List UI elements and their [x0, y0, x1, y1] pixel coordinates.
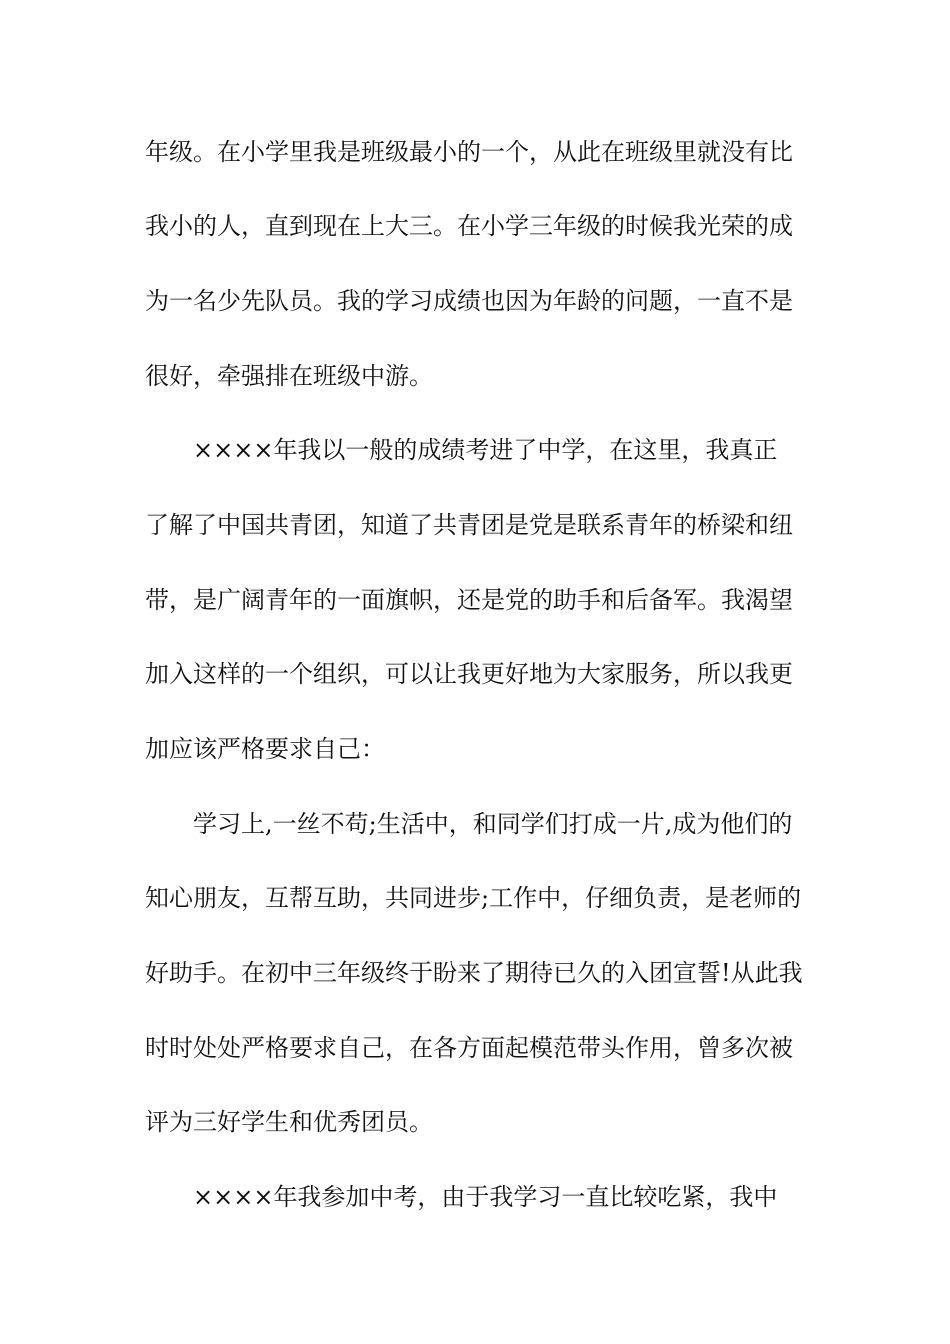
paragraph-first-line: 学习上,一丝不苟;生活中，和同学们打成一片,成为他们的 [193, 810, 793, 838]
text-line: 知心朋友，互帮互助，共同进步;工作中，仔细负责，是老师的 [145, 884, 802, 912]
text-line: 时时处处严格要求自己，在各方面起模范带头作用，曾多次被 [145, 1034, 793, 1062]
text-line: 加入这样的一个组织，可以让我更好地为大家服务，所以我更 [145, 660, 793, 688]
paragraph-first-line: ××××年我以一般的成绩考进了中学，在这里，我真正 [193, 436, 778, 464]
text-line: 很好，牵强排在班级中游。 [145, 362, 433, 390]
text-line: 我小的人，直到现在上大三。在小学三年级的时候我光荣的成 [145, 212, 793, 240]
paragraph-first-line: ××××年我参加中考，由于我学习一直比较吃紧，我中 [193, 1183, 778, 1211]
text-line: 评为三好学生和优秀团员。 [145, 1108, 433, 1136]
text-line: 加应该严格要求自己： [145, 735, 385, 763]
text-line: 为一名少先队员。我的学习成绩也因为年龄的问题，一直不是 [145, 287, 793, 315]
text-line: 年级。在小学里我是班级最小的一个，从此在班级里就没有比 [145, 138, 793, 166]
text-line: 好助手。在初中三年级终于盼来了期待已久的入团宣誓!从此我 [145, 959, 803, 987]
text-line: 带，是广阔青年的一面旗帜，还是党的助手和后备军。我渴望 [145, 586, 793, 614]
text-line: 了解了中国共青团，知道了共青团是党是联系青年的桥梁和纽 [145, 511, 793, 539]
